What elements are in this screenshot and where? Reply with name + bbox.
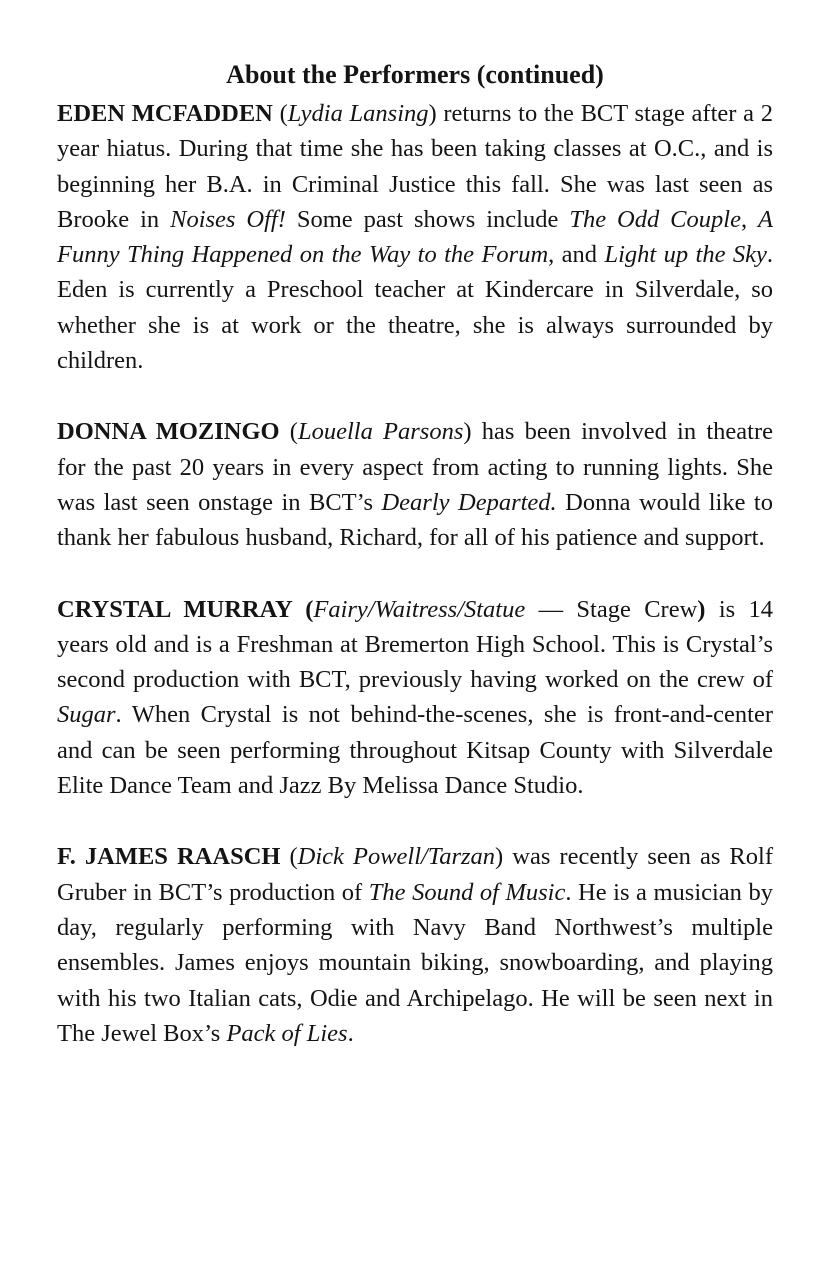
role-name: Dick Powell/Tarzan bbox=[297, 843, 496, 871]
show-title: A Funny Thing Happened on the Way to the Forum bbox=[57, 205, 774, 269]
bio-f-james-raasch: F. JAMES RAASCH (Dick Powell/Tarzan) was recently seen as Rolf Gruber in BCT’s production of The Sound of Music. He is a musician by day, regularly performing with Navy Band Northwest’s multiple ensembles. James enjoys mountain biking, snowboarding, and playing with his two Italian cats, Odie and Archipelago. He will be seen next in The Jewel Box’s Pack of Lies. bbox=[57, 843, 773, 1047]
show-title: The Odd Couple bbox=[569, 205, 741, 233]
show-title: Light up the Sky bbox=[604, 241, 767, 269]
show-title: The Sound of Music bbox=[368, 878, 566, 906]
performer-name: DONNA MOZINGO bbox=[57, 418, 280, 446]
show-title: Noises Off! bbox=[170, 205, 286, 233]
bio-eden-mcfadden: EDEN MCFADDEN (Lydia Lansing) returns to the BCT stage after a 2 year hiatus. During that time she has been taking classes at O.C., and is beginning her B.A. in Criminal Justice this fall. She was last seen as Brooke in Noises Off! Some past shows include The Odd Couple, A Funny Thing Happened on the Way to the Forum, and Light up the Sky. Eden is currently a Preschool teacher at Kindercare in Silverdale, so whether she is at work or the theatre, she is always surrounded by children. bbox=[57, 100, 774, 375]
bio-crystal-murray: CRYSTAL MURRAY (Fairy/Waitress/Statue — Stage Crew) is 14 years old and is a Freshman at Bremerton High School. This is Crystal’s second production with BCT, previously having worked on the crew of Sugar. When Crystal is not behind-the-scenes, she is front-and-center and can be seen performing throughout Kitsap County with Silverdale Elite Dance Team and Jazz By Melissa Dance Studio. bbox=[57, 595, 774, 800]
role-name: Lydia Lansing bbox=[287, 100, 429, 127]
role-name: Fairy/Waitress/Statue bbox=[313, 595, 526, 623]
show-title: Pack of Lies bbox=[226, 1019, 348, 1047]
show-title: Dearly Departed. bbox=[381, 488, 557, 516]
role-extra: — Stage Crew bbox=[525, 595, 698, 623]
page-title: About the Performers (continued) bbox=[226, 60, 604, 89]
program-page bbox=[57, 58, 773, 1087]
role-name: Louella Parsons bbox=[297, 418, 464, 446]
performer-name: F. JAMES RAASCH bbox=[57, 843, 281, 871]
performer-name: EDEN MCFADDEN bbox=[57, 100, 273, 127]
bio-donna-mozingo: DONNA MOZINGO (Louella Parsons) has been involved in theatre for the past 20 years in every aspect from acting to running lights. She was last seen onstage in BCT’s Dearly Departed. Donna would like to thank her fabulous husband, Richard, for all of his patience and support. bbox=[57, 418, 773, 552]
show-title: Sugar bbox=[57, 701, 116, 729]
performer-name: CRYSTAL MURRAY bbox=[57, 595, 292, 623]
